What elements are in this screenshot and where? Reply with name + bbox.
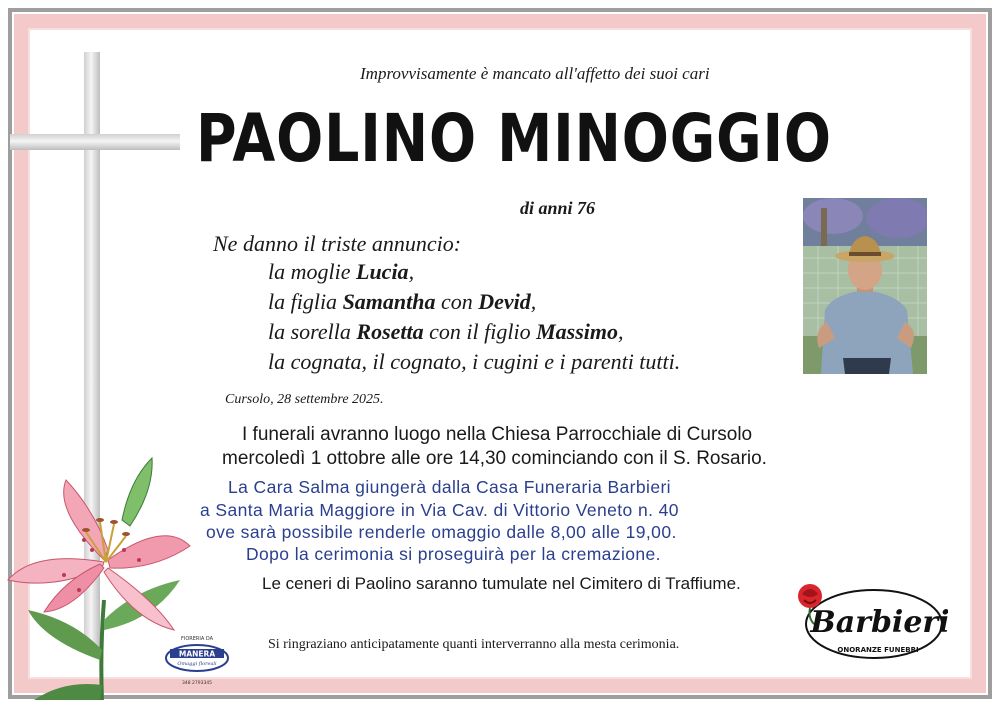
salma-line-2: a Santa Maria Maggiore in Via Cav. di Vittorio Veneto n. 40	[200, 500, 679, 520]
cross-bar	[10, 134, 180, 150]
barbieri-name-text: Barbieri	[810, 605, 948, 640]
age-text: di anni 76	[520, 198, 596, 218]
funeral-line-2: mercoledì 1 ottobre alle ore 14,30 cominciando con il S. Rosario.	[222, 448, 767, 469]
portrait-photo	[803, 198, 927, 374]
announce-intro: Ne danno il triste annuncio:	[213, 231, 462, 256]
thanks-text: Si ringraziano anticipatamente quanti interverranno alla mesta cerimonia.	[268, 637, 680, 652]
manera-logo	[164, 632, 230, 688]
relative-line-wife: la moglie Lucia,	[268, 259, 415, 284]
funeral-line-1: I funerali avranno luogo nella Chiesa Parrocchiale di Cursolo	[242, 424, 753, 445]
relative-line-sister: la sorella Rosetta con il figlio Massimo,	[268, 319, 624, 344]
salma-line-4: Dopo la cerimonia si proseguirà per la cremazione.	[246, 544, 661, 564]
manera-sub-text: Omaggi floreali	[177, 661, 217, 667]
relative-line-others: la cognata, il cognato, i cugini e i parenti tutti.	[268, 349, 681, 374]
manera-name-text: MANERA	[178, 649, 216, 659]
manera-phone-text: 348 2793345	[181, 681, 213, 686]
salma-line-1: La Cara Salma giungerà dalla Casa Funeraria Barbieri	[228, 477, 671, 497]
salma-line-3: ove sarà possibile renderle omaggio dalle 8,00 alle 19,00.	[206, 522, 677, 542]
ashes-text: Le ceneri di Paolino saranno tumulate nel Cimitero di Traffiume.	[262, 574, 741, 593]
manera-top-text: FIORERIA DA	[180, 636, 214, 642]
barbieri-logo	[788, 578, 948, 666]
relative-line-daughter: la figlia Samantha con Devid,	[268, 289, 537, 314]
deceased-name: PAOLINO MINOGGIO	[196, 100, 832, 177]
barbieri-sub-text: ONORANZE FUNEBRI	[837, 646, 919, 654]
intro-text: Improvvisamente è mancato all'affetto dei suoi cari	[360, 64, 710, 83]
place-date: Cursolo, 28 settembre 2025.	[225, 392, 384, 407]
